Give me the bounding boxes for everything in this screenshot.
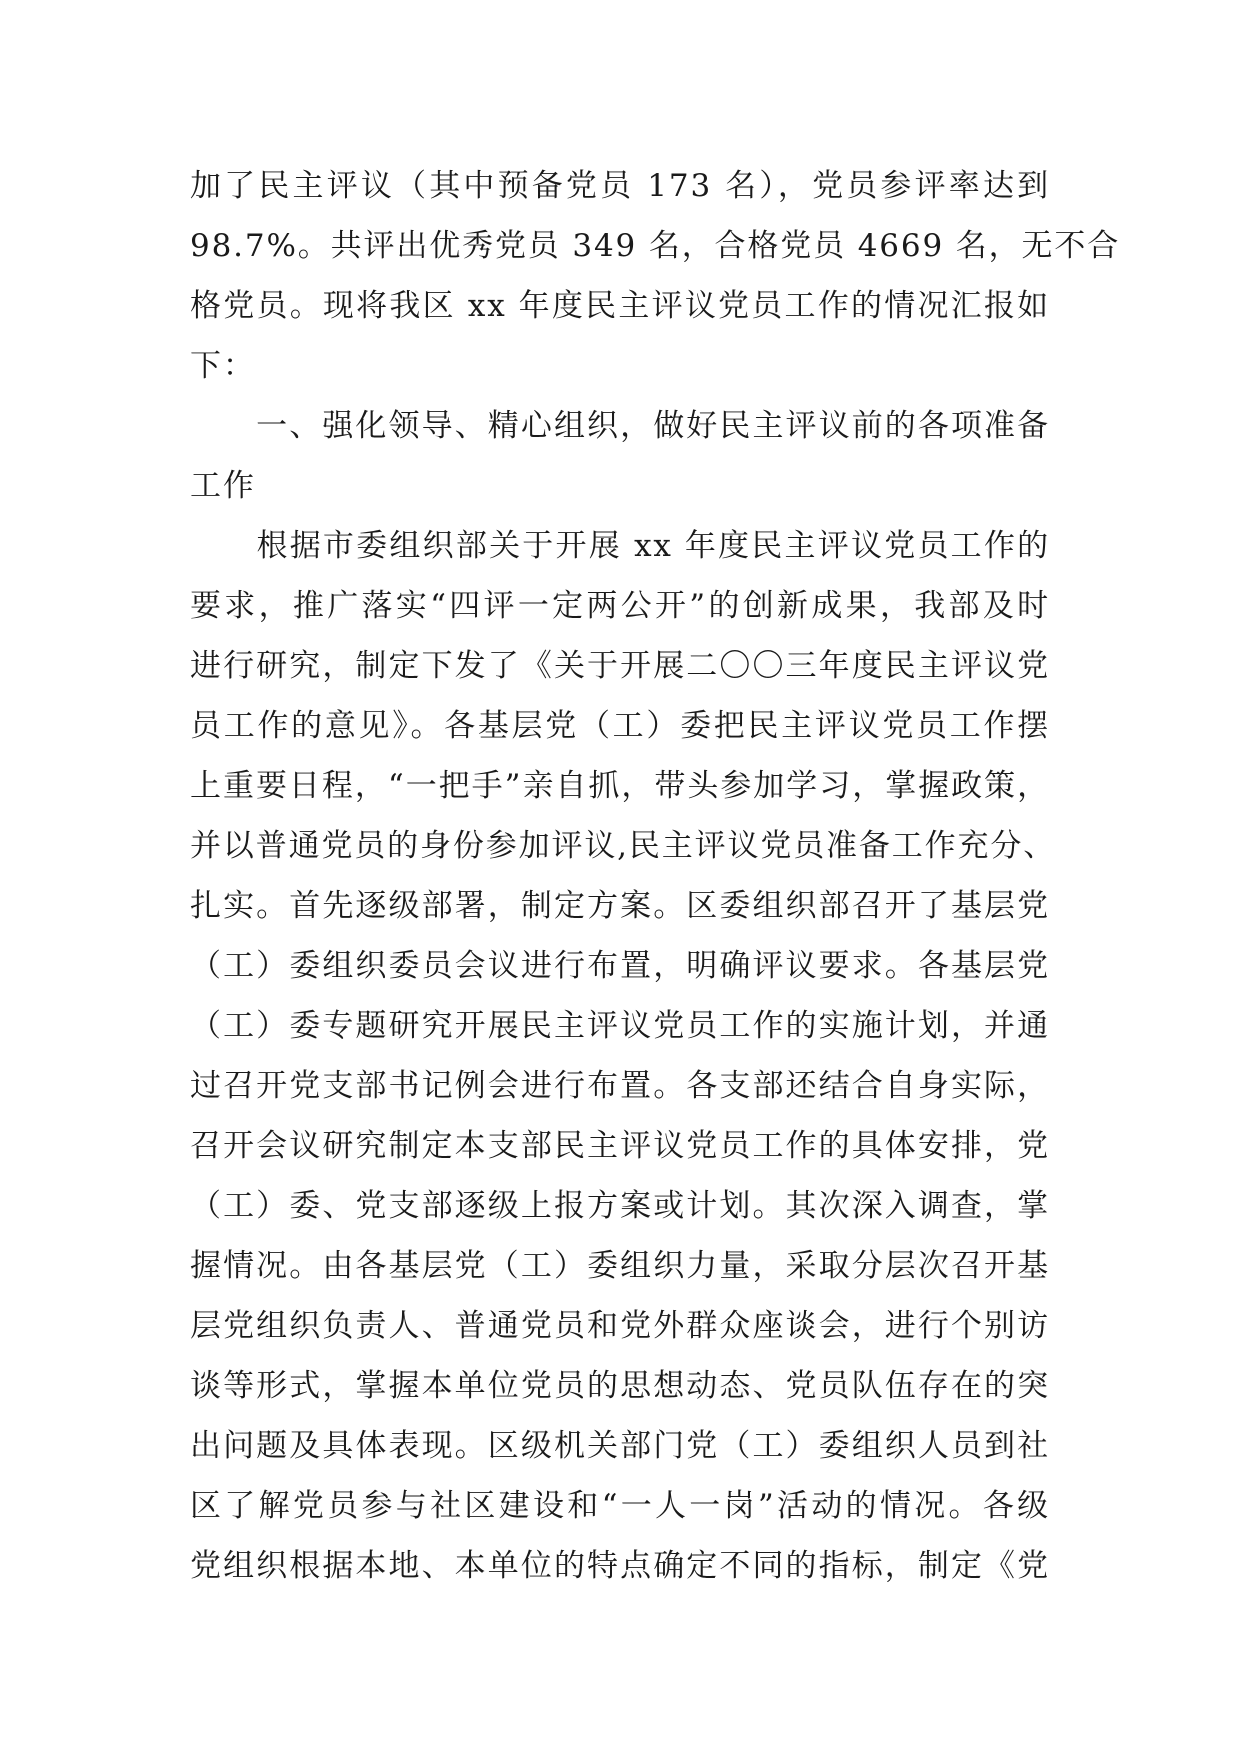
text-line: 并以普通党员的身份参加评议,民主评议党员准备工作充分、	[190, 828, 1057, 864]
text-line: 握情况。由各基层党（工）委组织力量，采取分层次召开基	[190, 1248, 1050, 1284]
text-line: 员工作的意见》。各基层党（工）委把民主评议党员工作摆	[190, 708, 1050, 744]
text-line: 下：	[190, 348, 256, 384]
text-line: （工）委组织委员会议进行布置，明确评议要求。各基层党	[190, 948, 1050, 984]
text-line: （工）委专题研究开展民主评议党员工作的实施计划，并通	[190, 1008, 1050, 1044]
text-line: （工）委、党支部逐级上报方案或计划。其次深入调查，掌	[190, 1188, 1050, 1224]
text-line: 进行研究，制定下发了《关于开展二〇〇三年度民主评议党	[190, 648, 1050, 684]
body-text	[190, 156, 1121, 1596]
text-line: 过召开党支部书记例会进行布置。各支部还结合自身实际，	[190, 1068, 1050, 1104]
section-heading-line: 工作	[190, 468, 256, 504]
text-line: 召开会议研究制定本支部民主评议党员工作的具体安排，党	[190, 1128, 1050, 1164]
text-line: 上重要日程，“一把手”亲自抓，带头参加学习，掌握政策，	[190, 768, 1050, 804]
text-line: 出问题及具体表现。区级机关部门党（工）委组织人员到社	[190, 1428, 1050, 1464]
text-line: 扎实。首先逐级部署，制定方案。区委组织部召开了基层党	[190, 888, 1050, 924]
section-heading-line: 一、强化领导、精心组织，做好民主评议前的各项准备	[190, 408, 1050, 444]
text-line: 格党员。现将我区 xx 年度民主评议党员工作的情况汇报如	[190, 288, 1050, 324]
text-line: 根据市委组织部关于开展 xx 年度民主评议党员工作的	[190, 528, 1050, 564]
text-line: 党组织根据本地、本单位的特点确定不同的指标，制定《党	[190, 1548, 1050, 1584]
text-line: 加了民主评议（其中预备党员 173 名），党员参评率达到	[190, 168, 1050, 204]
text-line: 98.7%。共评出优秀党员 349 名，合格党员 4669 名，无不合	[190, 228, 1121, 264]
text-line: 区了解党员参与社区建设和“一人一岗”活动的情况。各级	[190, 1488, 1050, 1524]
text-line: 要求，推广落实“四评一定两公开”的创新成果，我部及时	[190, 588, 1050, 624]
text-line: 层党组织负责人、普通党员和党外群众座谈会，进行个别访	[190, 1308, 1050, 1344]
text-line: 谈等形式，掌握本单位党员的思想动态、党员队伍存在的突	[190, 1368, 1050, 1404]
